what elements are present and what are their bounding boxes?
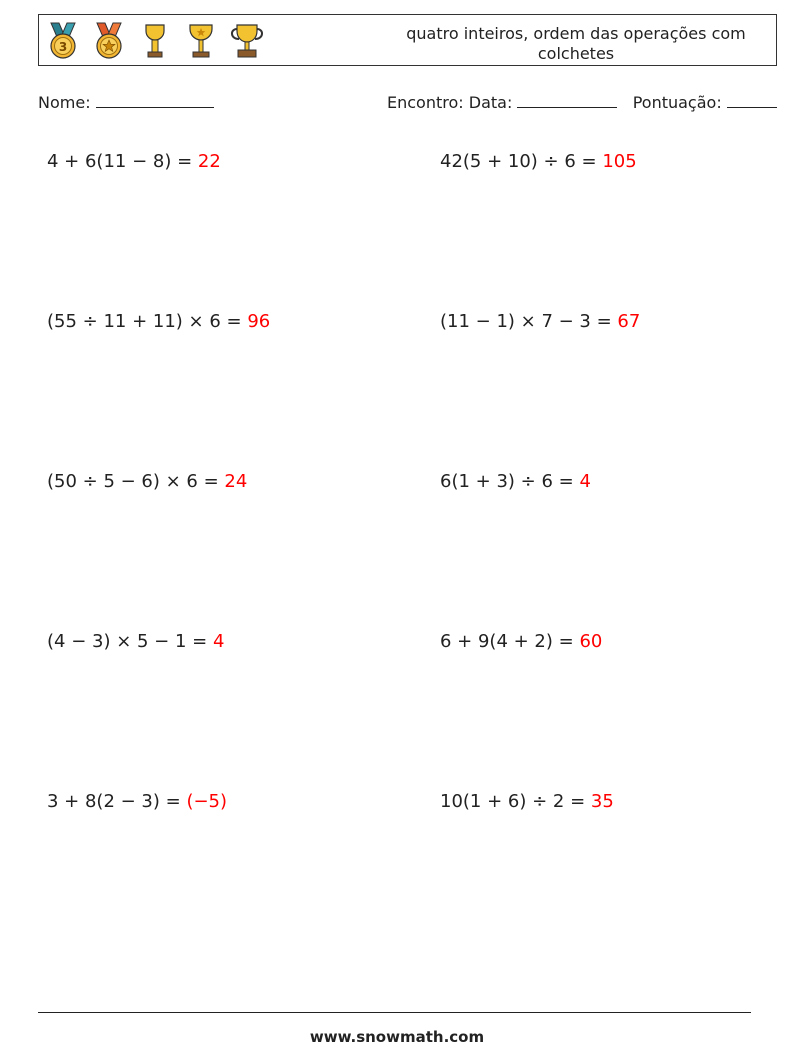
date-label: Data: xyxy=(468,93,513,112)
problem-expression: 3 + 8(2 − 3) = xyxy=(47,791,187,812)
date-blank[interactable] xyxy=(517,93,617,108)
problem-9 xyxy=(47,790,227,814)
problem-answer: 24 xyxy=(224,471,248,492)
score-blank[interactable] xyxy=(727,93,777,108)
svg-text:3: 3 xyxy=(58,40,68,54)
footer-website[interactable]: www.snowmath.com xyxy=(309,1028,485,1046)
icon-row xyxy=(43,21,267,61)
worksheet-title: quatro inteiros, ordem das operações com colchetes xyxy=(406,24,746,63)
problem-10 xyxy=(440,790,614,814)
problem-expression: 10(1 + 6) ÷ 2 = xyxy=(440,791,591,812)
problem-expression: (50 ÷ 5 − 6) × 6 = xyxy=(47,471,225,492)
header-box xyxy=(38,14,777,66)
problem-6 xyxy=(440,470,591,494)
name-blank[interactable] xyxy=(96,93,214,108)
problem-answer: 105 xyxy=(602,151,637,172)
trophy-cup-icon xyxy=(227,21,267,61)
encounter-fields xyxy=(387,92,777,114)
encounter-label: Encontro: xyxy=(387,93,464,112)
problem-answer: (−5) xyxy=(186,791,228,812)
medal-star-icon xyxy=(89,21,129,61)
problem-expression: 4 + 6(11 − 8) = xyxy=(47,151,198,172)
problem-7 xyxy=(47,630,224,654)
problem-expression: (55 ÷ 11 + 11) × 6 = xyxy=(47,311,248,332)
problem-answer: 96 xyxy=(247,311,271,332)
trophy-small-icon xyxy=(135,21,175,61)
problem-expression: (11 − 1) × 7 − 3 = xyxy=(440,311,618,332)
problem-3 xyxy=(47,310,270,334)
medal-3-icon xyxy=(43,21,83,61)
problem-expression: 6(1 + 3) ÷ 6 = xyxy=(440,471,580,492)
name-field xyxy=(38,92,214,114)
problem-answer: 4 xyxy=(579,471,591,492)
problem-8 xyxy=(440,630,602,654)
problem-expression: 6 + 9(4 + 2) = xyxy=(440,631,580,652)
score-label: Pontuação: xyxy=(632,93,722,112)
problem-4 xyxy=(440,310,640,334)
problem-answer: 35 xyxy=(590,791,614,812)
problem-5 xyxy=(47,470,247,494)
name-label: Nome: xyxy=(38,93,91,112)
problem-answer: 67 xyxy=(617,311,641,332)
problem-2 xyxy=(440,150,637,174)
footer-divider xyxy=(38,1012,751,1013)
problem-expression: 42(5 + 10) ÷ 6 = xyxy=(440,151,603,172)
problem-expression: (4 − 3) × 5 − 1 = xyxy=(47,631,213,652)
trophy-star-icon xyxy=(181,21,221,61)
problem-answer: 22 xyxy=(197,151,221,172)
problem-answer: 4 xyxy=(212,631,225,652)
problem-answer: 60 xyxy=(579,631,603,652)
problem-1 xyxy=(47,150,221,174)
